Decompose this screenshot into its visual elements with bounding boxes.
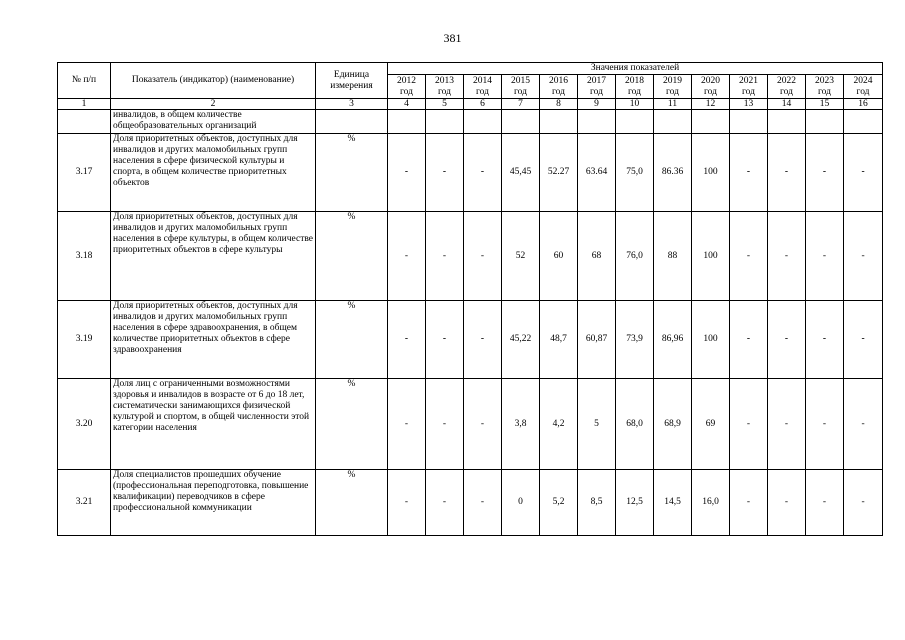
year-suffix: год (438, 87, 451, 97)
year-header (388, 75, 426, 99)
year-value: 2024 (853, 76, 873, 86)
value-cell: - (806, 301, 844, 379)
value-cell (502, 110, 540, 134)
column-number: 11 (654, 99, 692, 110)
value-cell (692, 110, 730, 134)
value-cell: - (730, 301, 768, 379)
value-cell: - (806, 470, 844, 536)
unit-cell: % (316, 470, 388, 536)
value-cell: 60 (540, 212, 578, 301)
value-cell (654, 110, 692, 134)
year-header (844, 75, 883, 99)
year-header (502, 75, 540, 99)
table-row (58, 301, 883, 379)
column-number: 10 (616, 99, 654, 110)
year-suffix: год (818, 87, 831, 97)
value-cell: - (844, 134, 883, 212)
value-cell: - (426, 470, 464, 536)
value-cell: 45,45 (502, 134, 540, 212)
value-cell: 63.64 (578, 134, 616, 212)
value-cell: - (464, 301, 502, 379)
year-value: 2018 (625, 76, 644, 86)
page-number: 381 (443, 31, 462, 45)
value-cell: - (806, 212, 844, 301)
year-suffix: год (780, 87, 793, 97)
column-number: 7 (502, 99, 540, 110)
value-cell: - (426, 379, 464, 470)
value-cell: 86,96 (654, 301, 692, 379)
value-cell: 75,0 (616, 134, 654, 212)
year-value: 2016 (549, 76, 568, 86)
table-row (58, 470, 883, 536)
indicator-name: Доля приоритетных объектов, доступных для инвалидов и других маломобильных групп населения в сфере культуры, в общем количестве приоритетных объектов в сфере культуры (111, 212, 316, 301)
table-row (58, 134, 883, 212)
year-value: 2015 (511, 76, 530, 86)
value-cell: 8,5 (578, 470, 616, 536)
indicator-name: инвалидов, в общем количестве общеобразовательных организаций (111, 110, 316, 134)
year-suffix: год (628, 87, 641, 97)
value-cell: - (844, 301, 883, 379)
value-cell: 3,8 (502, 379, 540, 470)
value-cell: 68,0 (616, 379, 654, 470)
year-value: 2013 (435, 76, 454, 86)
year-value: 2022 (777, 76, 796, 86)
year-value: 2014 (473, 76, 492, 86)
column-number: 6 (464, 99, 502, 110)
value-cell: - (426, 301, 464, 379)
row-number: 3.17 (58, 134, 111, 212)
year-header (768, 75, 806, 99)
table-row (58, 379, 883, 470)
year-header (654, 75, 692, 99)
unit-cell: % (316, 379, 388, 470)
year-header (426, 75, 464, 99)
value-cell: 100 (692, 134, 730, 212)
value-cell: 12,5 (616, 470, 654, 536)
row-number: 3.19 (58, 301, 111, 379)
year-value: 2019 (663, 76, 682, 86)
value-cell: - (464, 134, 502, 212)
value-cell: - (464, 212, 502, 301)
year-suffix: год (552, 87, 565, 97)
value-cell: - (388, 379, 426, 470)
header-no: № п/п (58, 63, 111, 99)
value-cell: 73,9 (616, 301, 654, 379)
value-cell: - (768, 379, 806, 470)
column-number: 3 (316, 99, 388, 110)
year-value: 2023 (815, 76, 834, 86)
value-cell: - (768, 301, 806, 379)
value-cell: - (730, 470, 768, 536)
value-cell: - (844, 470, 883, 536)
column-number: 2 (111, 99, 316, 110)
column-number: 12 (692, 99, 730, 110)
value-cell (730, 110, 768, 134)
value-cell: 100 (692, 301, 730, 379)
column-number: 5 (426, 99, 464, 110)
year-suffix: год (856, 87, 870, 97)
indicator-name: Доля приоритетных объектов, доступных для инвалидов и других маломобильных групп населения в сфере физической культуры и спорта, в общем количестве приоритетных объектов (111, 134, 316, 212)
year-header (616, 75, 654, 99)
year-header (692, 75, 730, 99)
unit-cell: % (316, 134, 388, 212)
value-cell: 69 (692, 379, 730, 470)
year-header (540, 75, 578, 99)
value-cell: - (844, 379, 883, 470)
value-cell: - (730, 212, 768, 301)
header-values-group: Значения показателей (388, 63, 883, 75)
value-cell: 52.27 (540, 134, 578, 212)
value-cell (768, 110, 806, 134)
header-indicator: Показатель (индикатор) (наименование) (111, 63, 316, 99)
year-value: 2012 (397, 76, 416, 86)
column-number: 16 (844, 99, 883, 110)
year-suffix: год (704, 87, 717, 97)
value-cell: 4,2 (540, 379, 578, 470)
value-cell: - (426, 134, 464, 212)
value-cell (464, 110, 502, 134)
column-number: 14 (768, 99, 806, 110)
value-cell: 52 (502, 212, 540, 301)
value-cell: - (388, 134, 426, 212)
value-cell (578, 110, 616, 134)
year-header (578, 75, 616, 99)
value-cell: - (844, 212, 883, 301)
value-cell: - (768, 134, 806, 212)
value-cell (540, 110, 578, 134)
indicator-name: Доля лиц с ограниченными возможностями здоровья и инвалидов в возрасте от 6 до 18 лет, систематически занимающихся физической культурой и спортом, в общей численности этой категории населения (111, 379, 316, 470)
column-number: 15 (806, 99, 844, 110)
year-suffix: год (742, 87, 755, 97)
row-number: 3.18 (58, 212, 111, 301)
indicators-table (57, 62, 883, 536)
column-number: 4 (388, 99, 426, 110)
value-cell (844, 110, 883, 134)
value-cell: 48,7 (540, 301, 578, 379)
year-header (730, 75, 768, 99)
value-cell: 14,5 (654, 470, 692, 536)
value-cell: 60,87 (578, 301, 616, 379)
value-cell: - (426, 212, 464, 301)
value-cell: - (730, 379, 768, 470)
row-number (58, 110, 111, 134)
value-cell: - (768, 212, 806, 301)
indicator-name: Доля специалистов прошедших обучение (профессиональная переподготовка, повышение квалификации) переводчиков в сфере профессиональной коммуникации (111, 470, 316, 536)
value-cell (388, 110, 426, 134)
year-header (806, 75, 844, 99)
unit-cell: % (316, 301, 388, 379)
value-cell: - (806, 379, 844, 470)
value-cell: - (388, 470, 426, 536)
value-cell: 0 (502, 470, 540, 536)
value-cell: 68 (578, 212, 616, 301)
unit-cell: % (316, 212, 388, 301)
value-cell: - (388, 212, 426, 301)
value-cell: 45,22 (502, 301, 540, 379)
value-cell (426, 110, 464, 134)
value-cell: 76,0 (616, 212, 654, 301)
year-value: 2020 (701, 76, 720, 86)
header-unit: Единица измерения (316, 63, 388, 99)
year-header (464, 75, 502, 99)
value-cell (806, 110, 844, 134)
column-numbers-row (58, 99, 883, 110)
year-value: 2017 (587, 76, 606, 86)
value-cell: 88 (654, 212, 692, 301)
value-cell: 5 (578, 379, 616, 470)
column-number: 13 (730, 99, 768, 110)
value-cell: 5,2 (540, 470, 578, 536)
year-suffix: год (590, 87, 603, 97)
value-cell: 16,0 (692, 470, 730, 536)
value-cell: 100 (692, 212, 730, 301)
continuation-row (58, 110, 883, 134)
year-suffix: год (400, 87, 413, 97)
column-number: 8 (540, 99, 578, 110)
value-cell (616, 110, 654, 134)
value-cell: 68,9 (654, 379, 692, 470)
value-cell: - (464, 470, 502, 536)
value-cell: - (806, 134, 844, 212)
column-number: 9 (578, 99, 616, 110)
value-cell: - (464, 379, 502, 470)
value-cell: - (730, 134, 768, 212)
year-suffix: год (476, 87, 489, 97)
value-cell: 86.36 (654, 134, 692, 212)
year-value: 2021 (739, 76, 758, 86)
year-suffix: год (666, 87, 679, 97)
row-number: 3.21 (58, 470, 111, 536)
value-cell: - (768, 470, 806, 536)
year-suffix: год (514, 87, 527, 97)
value-cell: - (388, 301, 426, 379)
column-number: 1 (58, 99, 111, 110)
table-row (58, 212, 883, 301)
indicator-name: Доля приоритетных объектов, доступных для инвалидов и других маломобильных групп населения в сфере здравоохранения, в общем количестве приоритетных объектов в сфере здравоохранения (111, 301, 316, 379)
value-cell (316, 110, 388, 134)
row-number: 3.20 (58, 379, 111, 470)
